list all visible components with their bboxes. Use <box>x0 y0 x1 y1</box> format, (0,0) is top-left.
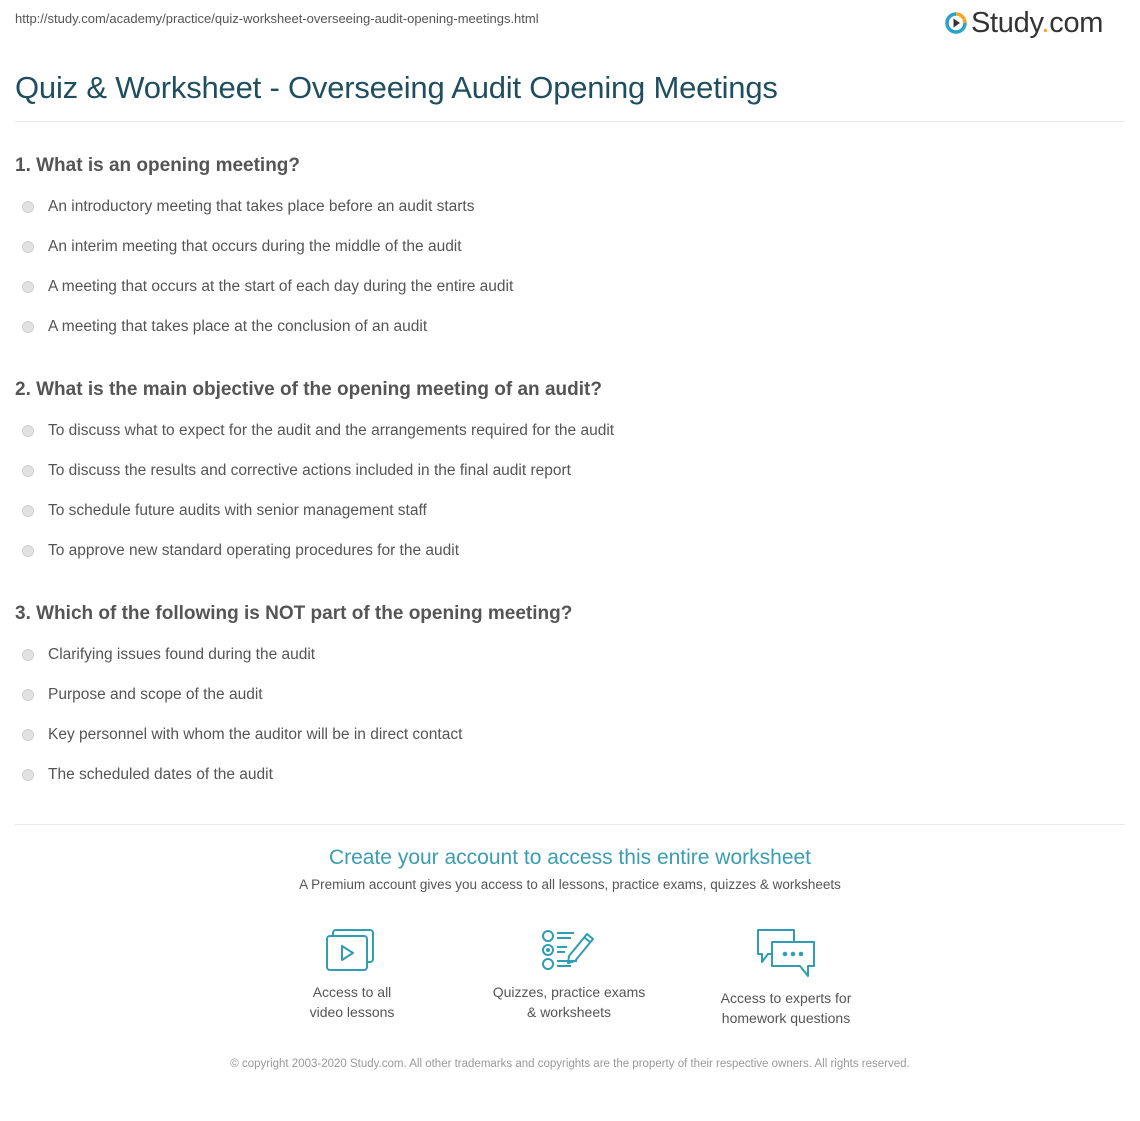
question-2: 2. What is the main objective of the opening meeting of an audit? <box>15 379 602 400</box>
answer-option[interactable]: An interim meeting that occurs during the middle of the audit <box>22 238 462 256</box>
radio-button[interactable] <box>22 769 34 781</box>
feature-experts: Access to experts for homework questions <box>686 928 886 1028</box>
answer-option[interactable]: Key personnel with whom the auditor will be in direct contact <box>22 726 462 744</box>
copyright-notice: © copyright 2003-2020 Study.com. All other trademarks and copyrights are the property of their respective owners. All rights reserved. <box>230 1058 910 1070</box>
radio-button[interactable] <box>22 649 34 661</box>
question-3: 3. Which of the following is NOT part of the opening meeting? <box>15 603 573 624</box>
radio-button[interactable] <box>22 505 34 517</box>
quiz-checklist-icon <box>541 928 597 972</box>
answer-option[interactable]: The scheduled dates of the audit <box>22 766 273 784</box>
answer-option[interactable]: An introductory meeting that takes place before an audit starts <box>22 198 475 216</box>
radio-button[interactable] <box>22 201 34 213</box>
answer-option[interactable]: To discuss the results and corrective actions included in the final audit report <box>22 462 571 480</box>
question-1: 1. What is an opening meeting? <box>15 155 301 176</box>
radio-button[interactable] <box>22 281 34 293</box>
create-account-link[interactable]: Create your account to access this entire worksheet <box>328 846 812 869</box>
answer-option[interactable]: A meeting that occurs at the start of each day during the entire audit <box>22 278 513 296</box>
title-divider <box>15 121 1125 122</box>
study-logo[interactable] <box>945 8 1103 38</box>
logo-wordmark: Study.com <box>971 7 1104 39</box>
video-lessons-icon <box>325 928 379 972</box>
answer-option[interactable]: A meeting that takes place at the conclusion of an audit <box>22 318 427 336</box>
section-divider <box>15 824 1125 825</box>
radio-button[interactable] <box>22 241 34 253</box>
play-logo-icon <box>945 12 967 34</box>
radio-button[interactable] <box>22 425 34 437</box>
page-url: http://study.com/academy/practice/quiz-worksheet-overseeing-audit-opening-meetings.html <box>15 11 539 26</box>
cta-subtitle: A Premium account gives you access to all lessons, practice exams, quizzes & worksheets <box>299 877 841 892</box>
page-title: Quiz & Worksheet - Overseeing Audit Opening Meetings <box>15 70 778 105</box>
answer-option[interactable]: To schedule future audits with senior management staff <box>22 502 427 520</box>
answer-option[interactable]: Clarifying issues found during the audit <box>22 646 315 664</box>
feature-video-lessons: Access to all video lessons <box>252 928 452 1022</box>
radio-button[interactable] <box>22 465 34 477</box>
answer-option[interactable]: To discuss what to expect for the audit and the arrangements required for the audit <box>22 422 614 440</box>
radio-button[interactable] <box>22 545 34 557</box>
answer-option[interactable]: To approve new standard operating procedures for the audit <box>22 542 459 560</box>
feature-quizzes: Quizzes, practice exams & worksheets <box>469 928 669 1022</box>
chat-bubbles-icon <box>754 928 818 978</box>
radio-button[interactable] <box>22 729 34 741</box>
answer-option[interactable]: Purpose and scope of the audit <box>22 686 263 704</box>
radio-button[interactable] <box>22 689 34 701</box>
radio-button[interactable] <box>22 321 34 333</box>
